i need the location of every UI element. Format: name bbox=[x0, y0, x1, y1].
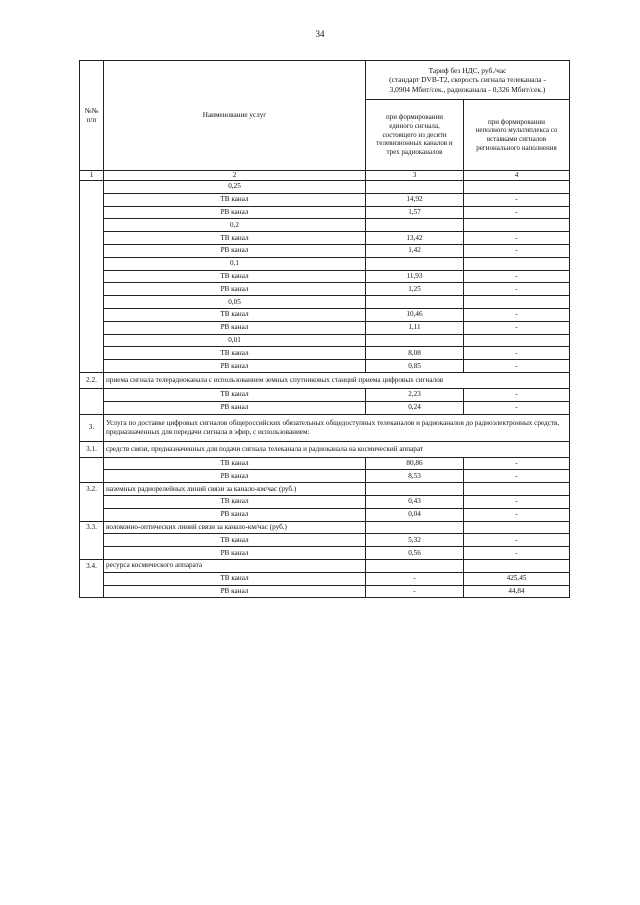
tariff-value-cell bbox=[464, 181, 570, 194]
row-number-cell bbox=[80, 585, 104, 598]
tariff-value-cell: - bbox=[464, 534, 570, 547]
table-row bbox=[80, 270, 570, 283]
table-row bbox=[80, 232, 570, 245]
section-number: 2.2. bbox=[80, 372, 104, 388]
table-row bbox=[80, 401, 570, 414]
tariff-value-cell bbox=[464, 559, 570, 572]
row-number-cell bbox=[80, 232, 104, 245]
table-row bbox=[80, 308, 570, 321]
table-row bbox=[80, 257, 570, 270]
row-number-cell bbox=[80, 457, 104, 470]
tariff-value-cell bbox=[366, 257, 464, 270]
service-name-cell: ТВ канал bbox=[104, 457, 366, 470]
service-name-cell: 0,1 bbox=[104, 257, 366, 270]
service-name-cell: ТВ канал bbox=[104, 193, 366, 206]
section-number: 3.2. bbox=[80, 483, 104, 496]
service-name-cell: РВ канал bbox=[104, 547, 366, 560]
tariff-value-cell bbox=[464, 296, 570, 309]
tariff-value-cell: - bbox=[464, 308, 570, 321]
row-number-cell bbox=[80, 283, 104, 296]
tariff-value-cell bbox=[366, 521, 464, 534]
row-number-cell bbox=[80, 257, 104, 270]
tariff-value-cell: - bbox=[464, 283, 570, 296]
table-row bbox=[80, 219, 570, 232]
section-number: 3.3. bbox=[80, 521, 104, 534]
tariff-value-cell bbox=[464, 219, 570, 232]
tariff-value-cell bbox=[464, 483, 570, 496]
tariff-value-cell bbox=[366, 559, 464, 572]
service-name-cell: РВ канал bbox=[104, 585, 366, 598]
service-name-cell: 0,01 bbox=[104, 334, 366, 347]
tariff-value-cell: 0,04 bbox=[366, 508, 464, 521]
tariff-value-cell: 1,11 bbox=[366, 321, 464, 334]
service-name-cell: РВ канал bbox=[104, 401, 366, 414]
column-number: 4 bbox=[464, 171, 570, 181]
section-title: Услуга по доставке цифровых сигналов общероссийских обязательных общедоступных телеканалов и радиоканалов до радиоэлектронных средств, предназначенных для передачи сигнала в эфир, с использованием: bbox=[104, 414, 570, 441]
table-row bbox=[80, 244, 570, 257]
header-col3-title: при формировании единого сигнала, состоящего из десяти телевизионных каналов и трех радиоканалов bbox=[366, 100, 464, 171]
header-row-top bbox=[80, 61, 570, 100]
tariff-value-cell: - bbox=[464, 206, 570, 219]
tariff-value-cell: 11,93 bbox=[366, 270, 464, 283]
service-name-cell: ТВ канал bbox=[104, 534, 366, 547]
row-number-cell bbox=[80, 401, 104, 414]
tariff-value-cell: - bbox=[464, 457, 570, 470]
row-number-cell bbox=[80, 360, 104, 373]
service-name-cell: РВ канал bbox=[104, 283, 366, 296]
tariff-value-cell bbox=[366, 483, 464, 496]
row-number-cell bbox=[80, 181, 104, 194]
tariff-value-cell: - bbox=[464, 232, 570, 245]
column-numbers-row bbox=[80, 171, 570, 181]
tariff-value-cell: 0,85 bbox=[366, 360, 464, 373]
tariff-value-cell: - bbox=[464, 347, 570, 360]
tariff-value-cell: 0,43 bbox=[366, 495, 464, 508]
tariff-value-cell bbox=[366, 296, 464, 309]
service-name-cell: ТВ канал bbox=[104, 232, 366, 245]
table-row bbox=[80, 296, 570, 309]
tariff-value-cell: 425,45 bbox=[464, 572, 570, 585]
tariff-value-cell: 2,23 bbox=[366, 388, 464, 401]
tariff-value-cell: 5,32 bbox=[366, 534, 464, 547]
service-name-cell: 0,2 bbox=[104, 219, 366, 232]
column-number: 3 bbox=[366, 171, 464, 181]
table-row bbox=[80, 508, 570, 521]
header-tariff-title: Тариф без НДС, руб./час (стандарт DVB-T2, скорость сигнала телеканала - 3,0904 Мбит/сек., радиоканала - 0,326 Мбит/сек.) bbox=[366, 61, 570, 100]
section-row bbox=[80, 372, 570, 388]
table-row bbox=[80, 334, 570, 347]
row-number-cell bbox=[80, 219, 104, 232]
table-row bbox=[80, 388, 570, 401]
row-number-cell bbox=[80, 270, 104, 283]
service-name-cell: ТВ канал bbox=[104, 270, 366, 283]
service-name-cell: РВ канал bbox=[104, 321, 366, 334]
section-title: средств связи, предназначенных для подачи сигнала телеканала и радиоканала на космический аппарат bbox=[104, 441, 570, 457]
row-number-cell bbox=[80, 321, 104, 334]
page-number: 34 bbox=[315, 29, 325, 39]
service-name-cell: ТВ канал bbox=[104, 388, 366, 401]
column-number: 1 bbox=[80, 171, 104, 181]
tariff-value-cell bbox=[464, 521, 570, 534]
tariff-value-cell: 1,42 bbox=[366, 244, 464, 257]
tariff-value-cell: - bbox=[464, 388, 570, 401]
tariff-value-cell: 14,92 bbox=[366, 193, 464, 206]
section-row bbox=[80, 483, 570, 496]
section-row bbox=[80, 414, 570, 441]
table-row bbox=[80, 321, 570, 334]
tariff-value-cell: 13,42 bbox=[366, 232, 464, 245]
service-name-cell: ТВ канал bbox=[104, 308, 366, 321]
row-number-cell bbox=[80, 508, 104, 521]
tariff-value-cell: - bbox=[464, 244, 570, 257]
section-title: наземных радиорелейных линий связи за канало-км/час (руб.) bbox=[104, 483, 366, 496]
header-num-col: №№ п/п bbox=[80, 61, 104, 171]
row-number-cell bbox=[80, 193, 104, 206]
tariff-value-cell: 10,46 bbox=[366, 308, 464, 321]
tariff-value-cell: - bbox=[464, 360, 570, 373]
table-row bbox=[80, 457, 570, 470]
column-number: 2 bbox=[104, 171, 366, 181]
service-name-cell: РВ канал bbox=[104, 508, 366, 521]
tariff-value-cell: 1,57 bbox=[366, 206, 464, 219]
section-number: 3.1. bbox=[80, 441, 104, 457]
table-row bbox=[80, 206, 570, 219]
table-row bbox=[80, 360, 570, 373]
header-name-col: Наименование услуг bbox=[104, 61, 366, 171]
section-title: волоконно-оптических линий связи за канало-км/час (руб.) bbox=[104, 521, 366, 534]
tariff-value-cell: - bbox=[464, 508, 570, 521]
table-row bbox=[80, 470, 570, 483]
row-number-cell bbox=[80, 572, 104, 585]
service-name-cell: 0,05 bbox=[104, 296, 366, 309]
table-row bbox=[80, 572, 570, 585]
tariff-value-cell: - bbox=[464, 193, 570, 206]
tariff-value-cell: 8,53 bbox=[366, 470, 464, 483]
table-row bbox=[80, 547, 570, 560]
tariff-value-cell bbox=[366, 181, 464, 194]
tariff-value-cell bbox=[464, 257, 570, 270]
service-name-cell: ТВ канал bbox=[104, 347, 366, 360]
service-name-cell: РВ канал bbox=[104, 470, 366, 483]
row-number-cell bbox=[80, 495, 104, 508]
row-number-cell bbox=[80, 296, 104, 309]
service-name-cell: РВ канал bbox=[104, 206, 366, 219]
section-row bbox=[80, 441, 570, 457]
section-number: 3.4. bbox=[80, 559, 104, 572]
row-number-cell bbox=[80, 206, 104, 219]
table-row bbox=[80, 495, 570, 508]
row-number-cell bbox=[80, 534, 104, 547]
service-name-cell: ТВ канал bbox=[104, 572, 366, 585]
table-row bbox=[80, 193, 570, 206]
tariff-value-cell bbox=[366, 219, 464, 232]
table-row bbox=[80, 283, 570, 296]
table-row bbox=[80, 347, 570, 360]
service-name-cell: 0,25 bbox=[104, 181, 366, 194]
header-col4-title: при формировании неполного мультиплекса со вставками сигналов регионального наполнения bbox=[464, 100, 570, 171]
row-number-cell bbox=[80, 470, 104, 483]
section-row bbox=[80, 559, 570, 572]
section-title: приема сигнала телерадиоканала с использованием земных спутниковых станций приема цифровых сигналов bbox=[104, 372, 570, 388]
service-name-cell: РВ канал bbox=[104, 360, 366, 373]
tariff-value-cell: 80,86 bbox=[366, 457, 464, 470]
tariff-value-cell: - bbox=[366, 572, 464, 585]
service-name-cell: ТВ канал bbox=[104, 495, 366, 508]
table-row bbox=[80, 181, 570, 194]
tariff-value-cell bbox=[366, 334, 464, 347]
section-row bbox=[80, 521, 570, 534]
section-number: 3. bbox=[80, 414, 104, 441]
row-number-cell bbox=[80, 347, 104, 360]
row-number-cell bbox=[80, 388, 104, 401]
tariff-value-cell bbox=[464, 334, 570, 347]
tariff-value-cell: - bbox=[464, 401, 570, 414]
tariff-value-cell: - bbox=[464, 321, 570, 334]
row-number-cell bbox=[80, 547, 104, 560]
section-title: ресурса космического аппарата bbox=[104, 559, 366, 572]
tariff-table bbox=[79, 60, 570, 598]
tariff-value-cell: 1,25 bbox=[366, 283, 464, 296]
row-number-cell bbox=[80, 244, 104, 257]
row-number-cell bbox=[80, 308, 104, 321]
tariff-value-cell: - bbox=[464, 270, 570, 283]
table-row bbox=[80, 534, 570, 547]
service-name-cell: РВ канал bbox=[104, 244, 366, 257]
tariff-value-cell: 44,84 bbox=[464, 585, 570, 598]
tariff-value-cell: - bbox=[464, 547, 570, 560]
tariff-value-cell: 0,24 bbox=[366, 401, 464, 414]
tariff-value-cell: 8,08 bbox=[366, 347, 464, 360]
tariff-value-cell: 0,56 bbox=[366, 547, 464, 560]
tariff-value-cell: - bbox=[464, 495, 570, 508]
table-row bbox=[80, 585, 570, 598]
row-number-cell bbox=[80, 334, 104, 347]
tariff-value-cell: - bbox=[464, 470, 570, 483]
tariff-value-cell: - bbox=[366, 585, 464, 598]
